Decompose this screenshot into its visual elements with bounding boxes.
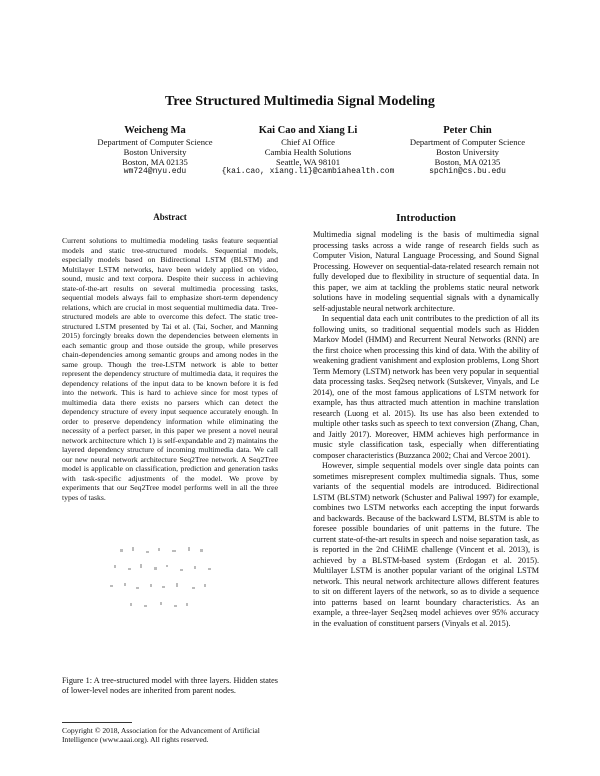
author-block-2 bbox=[193, 124, 423, 177]
tree-diagram bbox=[100, 535, 240, 655]
author-email: spchin@cs.bu.edu bbox=[429, 167, 506, 176]
figure-caption: Figure 1: A tree-structured model with three layers. Hidden states of lower-level nodes are inherited from parent nodes. bbox=[62, 676, 278, 695]
author-name: Kai Cao and Xiang Li bbox=[258, 125, 358, 136]
author-email: wm724@nyu.edu bbox=[123, 167, 187, 176]
author-email: {kai.cao, xiang.li}@cambiahealth.com bbox=[221, 167, 395, 176]
author-dept: Department of Computer Science bbox=[97, 137, 213, 147]
copyright-notice: Copyright © 2018, Association for the Advancement of Artificial Intelligence (www.aaai.org). All rights reserved. bbox=[62, 726, 260, 744]
abstract-text: Current solutions to multimedia modeling tasks feature sequential models and static tree-structured models. Sequential models, especially models based on Bidirectional LSTM (BLSTM) and Multilayer LSTM networks, have been widely applied on video, sound, music and text corpora. Despite their success in achieving state-of-the-art results on several multimedia processing tasks, sequential models always fail to emphasize short-term dependency relations, which are crucial in most sequential multimedia data. Tree-structured models are able to overcome this defect. The static tree-structured LSTM presented by Tai et al. (Tai, Socher, and Manning 2015) forcingly breaks down the dependencies between elements in each semantic group and those outside the group, while preserves chain-dependencies among semantic groups and among nodes in the same group. Though the tree-LSTM network is able to better represent the dependency structure of multimedia data, it requires the dependency relations of the input data to be known before it is fed into the network. This is hard to achieve since for most types of multimedia data there exists no parsers which can detect the dependency structure of every input sequence accurately enough. In order to preserve dependency information while eliminating the necessity of a perfect parser, in this paper we present a novel neural network architecture which 1) is self-expandable and 2) maintains the layered dependency structure of incoming multimedia data. We call our new neural network architecture Seq2Tree network. A Seq2Tree model is applicable on classification, prediction and generation tasks with task-specific adjustments of the model. We prove by experiments that our Seq2Tree model performs well in all the three types of tasks. bbox=[62, 236, 278, 502]
author-dept: Department of Computer Science bbox=[409, 137, 526, 147]
author-org: Cambia Health Solutions bbox=[264, 147, 352, 157]
right-column bbox=[313, 212, 539, 629]
footnote-divider bbox=[62, 722, 132, 723]
author-dept: Chief AI Office bbox=[281, 137, 335, 147]
author-block-3 bbox=[390, 124, 545, 177]
figure-tree-model bbox=[100, 535, 240, 655]
introduction-heading: Introduction bbox=[396, 212, 456, 224]
paper-title: Tree Structured Multimedia Signal Modeling bbox=[165, 94, 435, 109]
author-name: Weicheng Ma bbox=[124, 125, 186, 136]
author-name: Peter Chin bbox=[443, 125, 492, 136]
author-org: Boston University bbox=[436, 147, 499, 157]
author-location: Boston, MA 02135 bbox=[122, 157, 188, 167]
author-location: Seattle, WA 98101 bbox=[275, 157, 341, 167]
intro-paragraph-1: Multimedia signal modeling is the basis of multimedia signal processing tasks across a wide range of research fields such as Computer Vision, Natural Language Processing, and Sound Signal Processing. However on sequential-data-related research remain not fully developed due to flexibility in structure of sequential data. In this paper, we aim at tackling the problems static neural network solutions have in modeling sequential signals with a dynamically self-adjustable neural network architecture. bbox=[313, 230, 539, 313]
intro-paragraph-2: In sequential data each unit contributes to the prediction of all its following units, so traditional sequential models such as Hidden Markov Model (HMM) and Recurrent Neural Networks (RNN) are the first choice when processing this kind of data. With the ability of weakening gradient vanishment and explosion problems, Long Short Term Memory (LSTM) network has been very popular in sequential data processing tasks. Seq2seq network (Sutskever, Vinyals, and Le 2014), one of the most famous applications of LSTM network for example, has thus attracted much attention in machine translation research (Luong et al. 2015). Its use has also been extended to multiple other tasks such as speech to text conversion (Zhang, Chan, and Jaitly 2017). Moreover, HMM achieves high performance in music style classification task, especially when differentiating composer characteristics (Buzzanca 2002; Chai and Vercoe 2001). bbox=[313, 314, 539, 460]
author-location: Boston, MA 02135 bbox=[434, 157, 501, 167]
abstract-heading: Abstract bbox=[153, 212, 187, 222]
intro-paragraph-3: However, simple sequential models over single data points can sometimes misrepresent complex multimedia signals. Thus, some variants of the sequential models are introduced. Bidirectional LSTM (BLSTM) network (Schuster and Paliwal 1997) for example, combines two LSTM networks each accepting the input forwards and backwards. Because of the backward LSTM, BLSTM is able to foresee possible boundaries of unit patterns in the future. The current state-of-the-art results in speech and noise separation task, as is reported in the 2nd CHiME challenge (Vincent et al. 2013), is achieved by a BLSTM-based system (Erdogan et al. 2015). Multilayer LSTM is another popular variant of the original LSTM network. This neural network architecture allows different features to sit on different layers of the network, so as to divide a sequence into patterns based on learnt boundary characteristics. As an example, a three-layer Seq2seq model achieves over 95% accuracy in the evaluation of constituent parsers (Vinyals et al. 2015). bbox=[313, 461, 539, 628]
left-column bbox=[62, 212, 278, 502]
author-org: Boston University bbox=[123, 147, 187, 157]
